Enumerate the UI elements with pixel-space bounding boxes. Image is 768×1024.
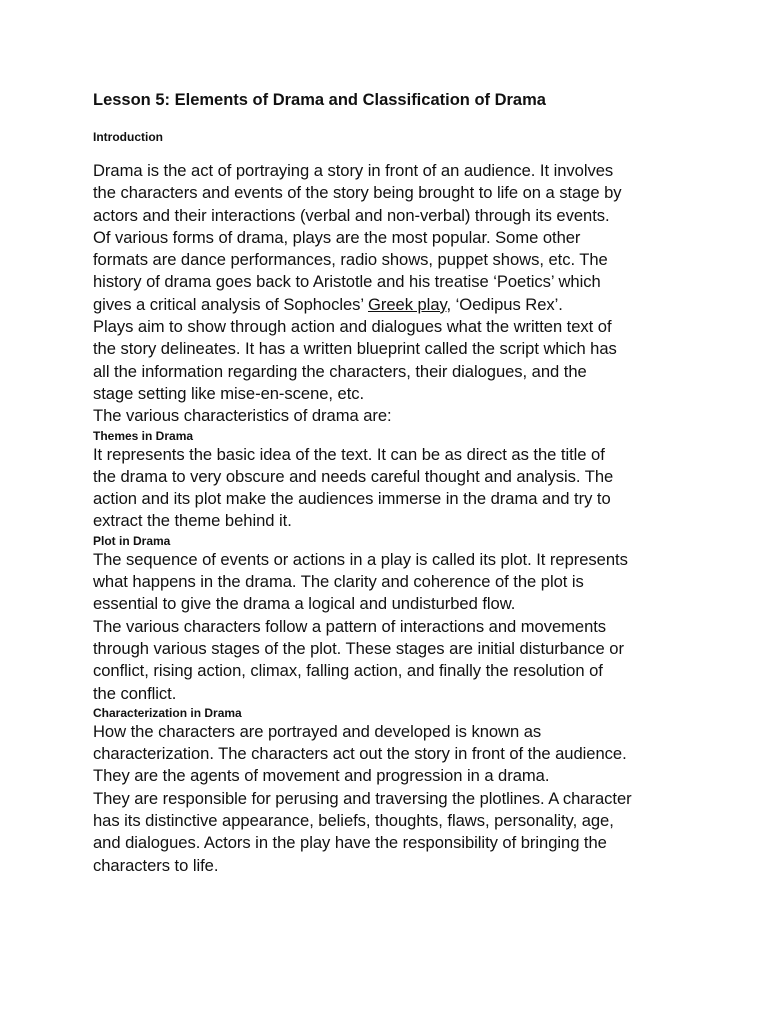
intro-paragraph-2: [93, 316, 693, 427]
text-line: The sequence of events or actions in a play is called its plot. It represents: [93, 549, 628, 569]
document-page: [93, 88, 693, 877]
text-line: characters to life.: [93, 855, 219, 875]
text-line: the characters and events of the story being brought to life on a stage by: [93, 183, 622, 203]
intro-paragraph-1: [93, 160, 693, 316]
text-line: the story delineates. It has a written blueprint called the script which has: [93, 339, 617, 359]
text-segment: gives a critical analysis of Sophocles’: [93, 294, 368, 314]
text-line: the conflict.: [93, 683, 177, 703]
text-line: extract the theme behind it.: [93, 511, 292, 531]
text-segment: , ‘Oedipus Rex’.: [446, 294, 563, 314]
text-line: what happens in the drama. The clarity and coherence of the plot is: [93, 572, 584, 592]
text-line: formats are dance performances, radio shows, puppet shows, etc. The: [93, 250, 608, 270]
text-line: stage setting like mise-en-scene, etc.: [93, 383, 365, 403]
text-line: the drama to very obscure and needs careful thought and analysis. The: [93, 466, 614, 486]
greek-play-link[interactable]: Greek play: [368, 294, 447, 314]
characterization-heading: Characterization in Drama: [93, 705, 242, 720]
text-line: How the characters are portrayed and developed is known as: [93, 721, 542, 741]
characterization-paragraph-2: [93, 788, 693, 877]
text-line: conflict, rising action, climax, falling action, and finally the resolution of: [93, 661, 603, 681]
text-line: The various characteristics of drama are:: [93, 406, 392, 426]
text-line: actors and their interactions (verbal and non-verbal) through its events.: [93, 205, 610, 225]
text-line: Drama is the act of portraying a story in front of an audience. It involves: [93, 161, 614, 180]
text-line: history of drama goes back to Aristotle and his treatise ‘Poetics’ which: [93, 272, 601, 292]
characterization-paragraph-1: [93, 721, 693, 788]
themes-paragraph: [93, 444, 693, 533]
plot-heading: Plot in Drama: [93, 533, 171, 548]
themes-heading: Themes in Drama: [93, 428, 194, 443]
text-line: The various characters follow a pattern of interactions and movements: [93, 616, 607, 636]
text-line: Plays aim to show through action and dialogues what the written text of: [93, 317, 612, 337]
text-line: [93, 294, 693, 316]
text-line: through various stages of the plot. These stages are initial disturbance or: [93, 638, 624, 658]
text-line: characterization. The characters act out the story in front of the audience.: [93, 744, 627, 764]
introduction-heading: Introduction: [93, 130, 163, 144]
text-line: It represents the basic idea of the text. It can be as direct as the title of: [93, 444, 605, 464]
text-line: Of various forms of drama, plays are the most popular. Some other: [93, 227, 581, 247]
text-line: and dialogues. Actors in the play have the responsibility of bringing the: [93, 833, 607, 853]
text-line: all the information regarding the characters, their dialogues, and the: [93, 361, 587, 381]
text-line: They are the agents of movement and progression in a drama.: [93, 766, 550, 786]
text-line: They are responsible for perusing and traversing the plotlines. A character: [93, 788, 632, 808]
text-line: essential to give the drama a logical and undisturbed flow.: [93, 594, 516, 614]
document-title: Lesson 5: Elements of Drama and Classification of Drama: [93, 91, 546, 109]
text-line: action and its plot make the audiences immerse in the drama and try to: [93, 489, 611, 509]
plot-paragraph-2: [93, 616, 693, 705]
text-line: has its distinctive appearance, beliefs, thoughts, flaws, personality, age,: [93, 811, 614, 831]
plot-paragraph-1: [93, 549, 693, 616]
